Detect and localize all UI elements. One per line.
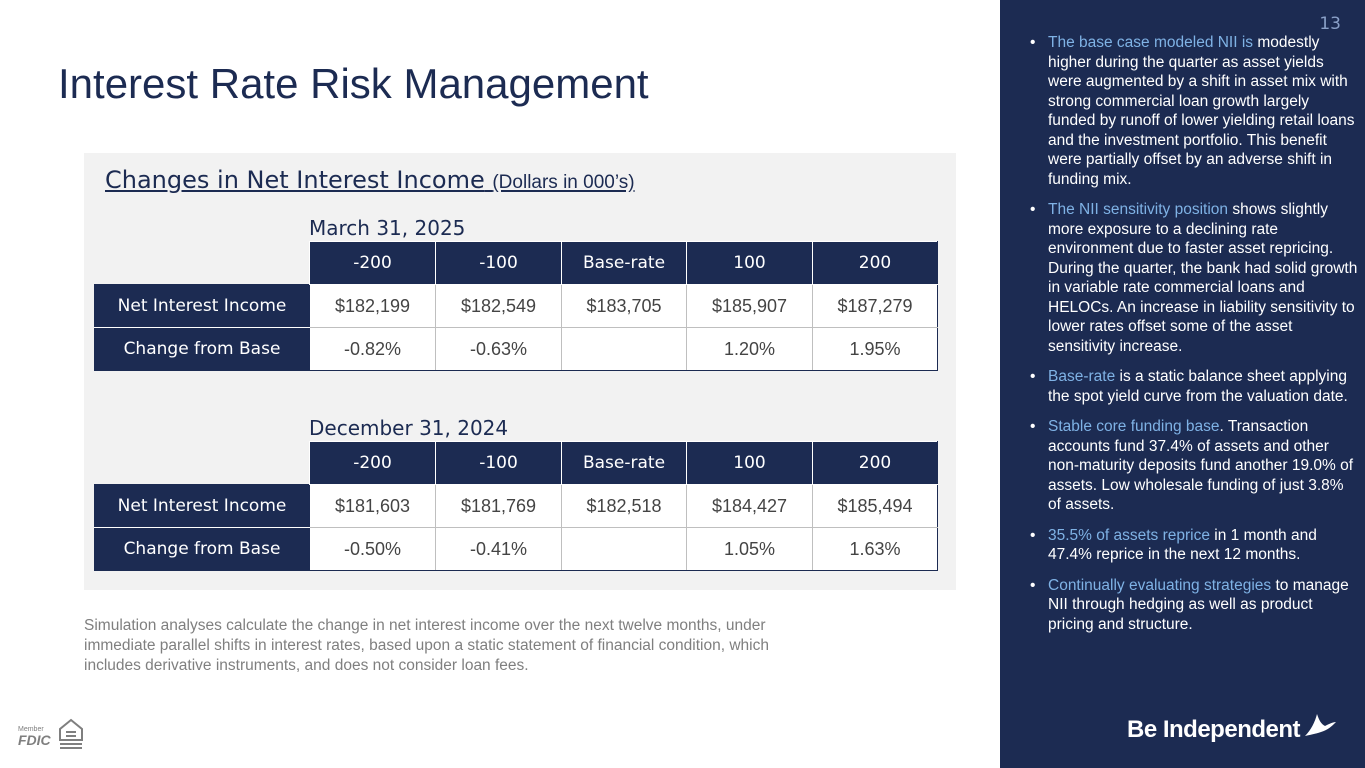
rate-table-december <box>94 441 938 571</box>
bullet-text: shows slightly more exposure to a declining rate environment due to faster asset repricing. During the quarter, the bank had solid growth in variable rate commercial loans and HELOCs. An increase in liability sensitivity to lower rates offset some of the asset sensitivity increase. <box>1048 201 1358 355</box>
bullet-text: modestly higher during the quarter as asset yields were augmented by a shift in asset mix with strong commercial loan growth largely funded by runoff of lower yielding retail loans and the investment portfolio. This benefit were partially offset by an adverse shift in funding mix. <box>1048 34 1355 188</box>
table-cell: -0.63% <box>436 328 562 371</box>
table-cell <box>562 328 687 371</box>
bullet-highlight: 35.5% of assets reprice <box>1048 526 1210 544</box>
table-cell: $182,518 <box>562 485 687 528</box>
column-header: -200 <box>310 242 436 285</box>
bullet-item <box>1028 367 1358 406</box>
column-header: 100 <box>687 242 813 285</box>
table-date-march: March 31, 2025 <box>309 216 466 240</box>
table-cell: 1.95% <box>813 328 938 371</box>
column-header: Base-rate <box>562 442 687 485</box>
page-number: 13 <box>1319 14 1341 34</box>
bullet-highlight: Continually evaluating strategies <box>1048 576 1272 594</box>
panel-title-sub: (Dollars in 000’s) <box>492 172 635 193</box>
bullet-text: . Transaction accounts fund 37.4% of assets and other non-maturity deposits fund another 19.0% of assets. Low wholesale funding of just 3.8% of assets. <box>1048 418 1354 513</box>
column-header: -100 <box>436 442 562 485</box>
bullet-highlight: Base-rate <box>1048 368 1116 385</box>
table-cell: -0.41% <box>436 528 562 571</box>
rate-table-march <box>94 241 938 371</box>
table-date-december: December 31, 2024 <box>309 416 509 440</box>
table-cell <box>562 528 687 571</box>
panel-title-main: Changes in Net Interest Income <box>105 166 485 194</box>
column-header: Base-rate <box>562 242 687 285</box>
bullet-highlight: The NII sensitivity position <box>1048 201 1229 218</box>
table-cell: $182,549 <box>436 285 562 328</box>
table-cell: -0.50% <box>310 528 436 571</box>
column-header: 200 <box>813 442 938 485</box>
brand-text: Be Independent <box>1127 716 1301 743</box>
page-title: Interest Rate Risk Management <box>58 60 649 107</box>
bullet-highlight: Stable core funding base <box>1048 418 1220 435</box>
column-header: -200 <box>310 442 436 485</box>
table-cell: $187,279 <box>813 285 938 328</box>
bullet-highlight: The base case modeled NII is <box>1048 34 1254 51</box>
table-cell: $184,427 <box>687 485 813 528</box>
bullet-item <box>1028 526 1358 565</box>
bullet-text: is a static balance sheet applying the spot yield curve from the valuation date. <box>1048 368 1348 405</box>
table-cell: -0.82% <box>310 328 436 371</box>
table-cell: $185,494 <box>813 485 938 528</box>
column-header: 200 <box>813 242 938 285</box>
table-cell: $182,199 <box>310 285 436 328</box>
table-cell: 1.20% <box>687 328 813 371</box>
table-cell: 1.63% <box>813 528 938 571</box>
row-label: Net Interest Income <box>95 285 310 328</box>
brand-logo <box>1127 712 1347 748</box>
bullet-item <box>1028 200 1358 356</box>
bird-icon <box>1303 712 1337 738</box>
bullet-text: to manage NII through hedging as well as product pricing and structure. <box>1048 576 1349 633</box>
nii-panel <box>84 153 956 590</box>
table-cell: $181,603 <box>310 485 436 528</box>
bullet-text: in 1 month and 47.4% reprice in the next 12 months. <box>1048 526 1317 563</box>
fdic-text: FDIC <box>18 732 51 748</box>
table-cell: $183,705 <box>562 285 687 328</box>
table-cell: $185,907 <box>687 285 813 328</box>
fdic-logo <box>18 726 54 750</box>
column-header: -100 <box>436 242 562 285</box>
equal-housing-lender-icon <box>58 718 84 750</box>
footnote: Simulation analyses calculate the change in net interest income over the next twelve months, under immediate parallel shifts in interest rates, based upon a static statement of financial condition, which includes derivative instruments, and does not consider loan fees. <box>84 617 769 674</box>
bullet-item <box>1028 417 1358 515</box>
bullet-list <box>1028 33 1358 645</box>
table-cell: 1.05% <box>687 528 813 571</box>
bullet-item <box>1028 576 1358 635</box>
row-label: Change from Base <box>95 328 310 371</box>
column-header: 100 <box>687 442 813 485</box>
table-cell: $181,769 <box>436 485 562 528</box>
bullet-item <box>1028 33 1358 189</box>
row-label: Change from Base <box>95 528 310 571</box>
panel-title <box>105 166 635 194</box>
sidebar <box>1000 0 1365 768</box>
row-label: Net Interest Income <box>95 485 310 528</box>
fdic-member-text: Member <box>18 726 44 733</box>
